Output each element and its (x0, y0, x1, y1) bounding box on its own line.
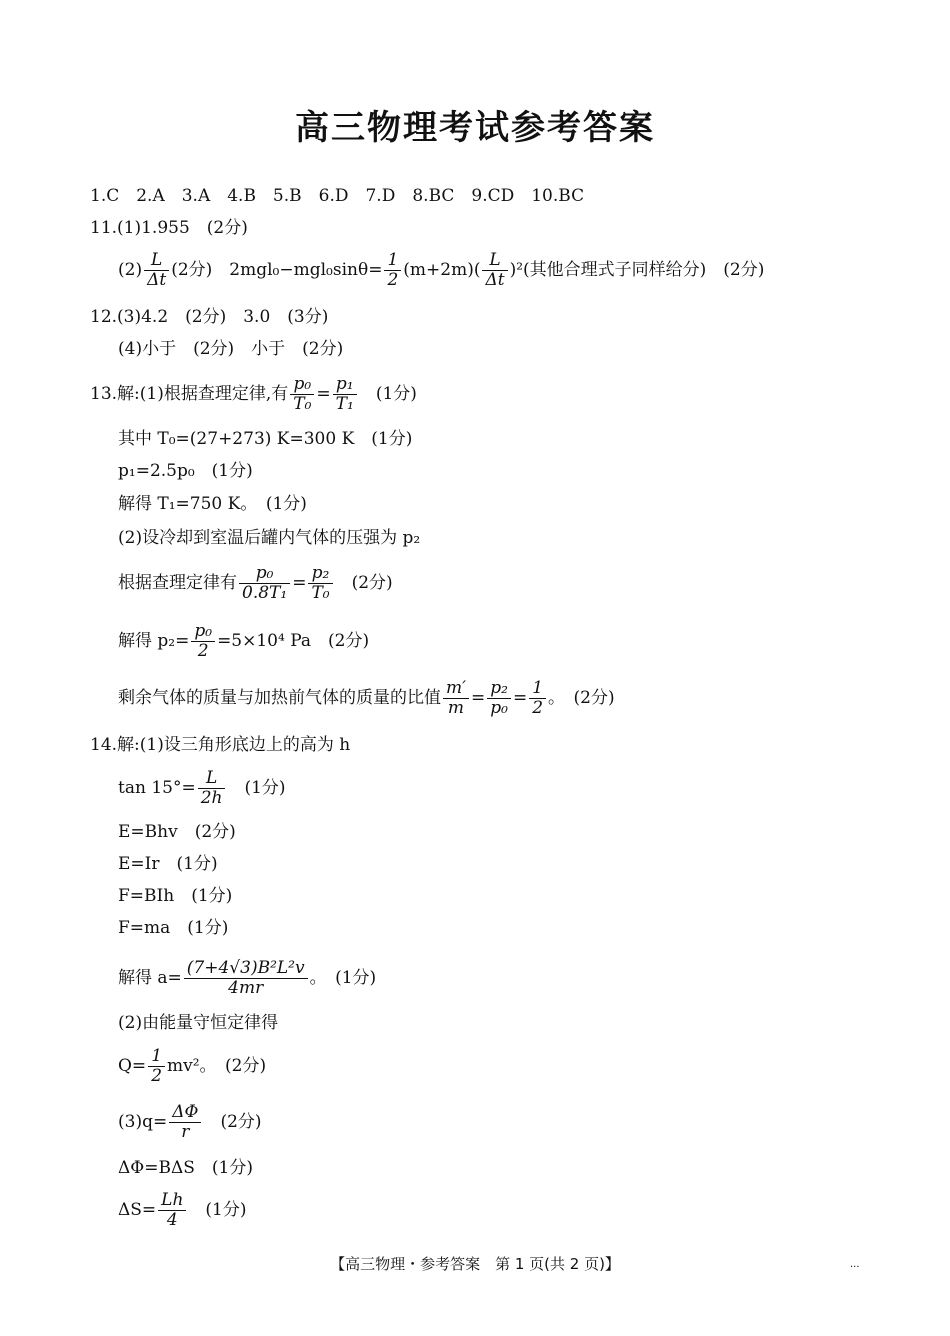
text: = (316, 384, 331, 404)
denominator: 2 (151, 1066, 163, 1086)
answer-14-11: ΔΦ=BΔS (1分) (118, 1158, 253, 1178)
numerator: 1 (384, 252, 401, 271)
text: (2分) (351, 573, 393, 593)
text: 。 (2分) (548, 688, 615, 708)
fraction (487, 680, 511, 717)
denominator: p₀ (490, 698, 508, 718)
fraction (384, 252, 401, 289)
text: = (292, 573, 307, 593)
denominator: T₁ (335, 394, 354, 414)
denominator: T₀ (293, 394, 312, 414)
text: (3)q= (118, 1112, 168, 1132)
denominator: 4 (166, 1210, 178, 1230)
fraction (148, 1048, 165, 1085)
denominator: 2 (387, 270, 399, 290)
fraction (529, 680, 546, 717)
numerator: p₂ (308, 565, 332, 584)
text: (1分) (205, 1200, 247, 1220)
answer-13-3: p₁=2.5p₀ (1分) (118, 461, 253, 481)
denominator: 4mr (228, 978, 264, 998)
fraction (158, 1192, 186, 1229)
numerator: (7+4√3)B²L²v (184, 960, 308, 979)
answer-14-12 (118, 1192, 247, 1229)
text: 。 (1分) (309, 968, 377, 988)
answer-14-6: F=ma (1分) (118, 918, 229, 938)
answer-11-1: 11.(1)1.955 (2分) (90, 218, 248, 238)
denominator: 0.8T₁ (242, 583, 288, 603)
answer-14-1: 14.解:(1)设三角形底边上的高为 h (90, 735, 351, 755)
fraction (443, 680, 469, 717)
text: 根据查理定律有 (118, 573, 237, 593)
text: 13.解:(1)根据查理定律,有 (90, 384, 289, 404)
text: = (470, 688, 486, 708)
text: (1分) (244, 778, 286, 798)
numerator: 1 (148, 1048, 165, 1067)
numerator: p₂ (487, 680, 511, 699)
numerator: ΔΦ (169, 1104, 201, 1123)
text: = (512, 688, 528, 708)
answer-13-8 (118, 680, 615, 717)
fraction (198, 770, 226, 807)
answer-14-10 (118, 1104, 262, 1141)
answer-11-2 (118, 252, 764, 289)
answer-13-4: 解得 T₁=750 K。 (1分) (118, 494, 307, 514)
answer-14-7 (118, 960, 376, 997)
denominator: Δt (485, 270, 505, 290)
text: (1分) (375, 384, 417, 404)
text: (2分) (220, 1112, 262, 1132)
text: 剩余气体的质量与加热前气体的质量的比值 (118, 688, 441, 708)
text: tan 15°= (118, 778, 196, 798)
answer-14-2 (118, 770, 286, 807)
text: 解得 a= (118, 968, 182, 988)
answer-1-10: 1.C 2.A 3.A 4.B 5.B 6.D 7.D 8.BC 9.CD 10.BC (90, 186, 585, 206)
numerator: p₀ (239, 565, 290, 584)
denominator: T₀ (311, 583, 330, 603)
numerator: 1 (529, 680, 546, 699)
text: )²(其他合理式子同样给分) (2分) (509, 260, 765, 280)
answer-12-3: 12.(3)4.2 (2分) 3.0 (3分) (90, 307, 329, 327)
numerator: Lh (158, 1192, 186, 1211)
text: (m+2m)( (403, 260, 481, 280)
fraction (290, 376, 314, 413)
numerator: L (482, 252, 507, 271)
answer-13-6 (118, 565, 393, 602)
answer-14-3: E=Bhv (2分) (118, 822, 236, 842)
numerator: p₀ (290, 376, 314, 395)
fraction (144, 252, 169, 289)
answer-13-1 (90, 376, 417, 413)
denominator: r (181, 1122, 190, 1142)
text: (2) (118, 260, 143, 280)
denominator: m (447, 698, 465, 718)
answer-13-5: (2)设冷却到室温后罐内气体的压强为 p₂ (118, 528, 421, 548)
numerator: L (198, 770, 226, 789)
answer-12-4: (4)小于 (2分) 小于 (2分) (118, 339, 344, 359)
denominator: Δt (147, 270, 167, 290)
denominator: 2h (200, 788, 223, 808)
answer-14-9 (118, 1048, 266, 1085)
fraction (191, 623, 215, 660)
answer-14-4: E=Ir (1分) (118, 854, 218, 874)
numerator: p₀ (191, 623, 215, 642)
numerator: m′ (443, 680, 469, 699)
fraction (308, 565, 332, 602)
numerator: L (144, 252, 169, 271)
answer-13-7 (118, 623, 369, 660)
page-title: 高三物理考试参考答案 (295, 108, 655, 148)
text: =5×10⁴ Pa (2分) (217, 631, 370, 651)
answer-13-2: 其中 T₀=(27+273) K=300 K (1分) (118, 429, 413, 449)
fraction (482, 252, 507, 289)
numerator: p₁ (333, 376, 357, 395)
fraction (239, 565, 290, 602)
fraction (184, 960, 308, 997)
fraction (333, 376, 357, 413)
text: Q= (118, 1056, 147, 1076)
text: 解得 p₂= (118, 631, 190, 651)
text: (2分) 2mgl₀−mgl₀sinθ= (171, 260, 383, 280)
text: mv²。 (2分) (167, 1056, 267, 1076)
answer-14-5: F=BIh (1分) (118, 886, 233, 906)
fraction (169, 1104, 201, 1141)
answer-14-8: (2)由能量守恒定律得 (118, 1013, 279, 1033)
denominator: 2 (532, 698, 544, 718)
denominator: 2 (197, 641, 209, 661)
text: ΔS= (118, 1200, 157, 1220)
corner-mark: ··· (850, 1262, 860, 1273)
page-footer: 【高三物理・参考答案 第 1 页(共 2 页)】 (330, 1255, 620, 1273)
